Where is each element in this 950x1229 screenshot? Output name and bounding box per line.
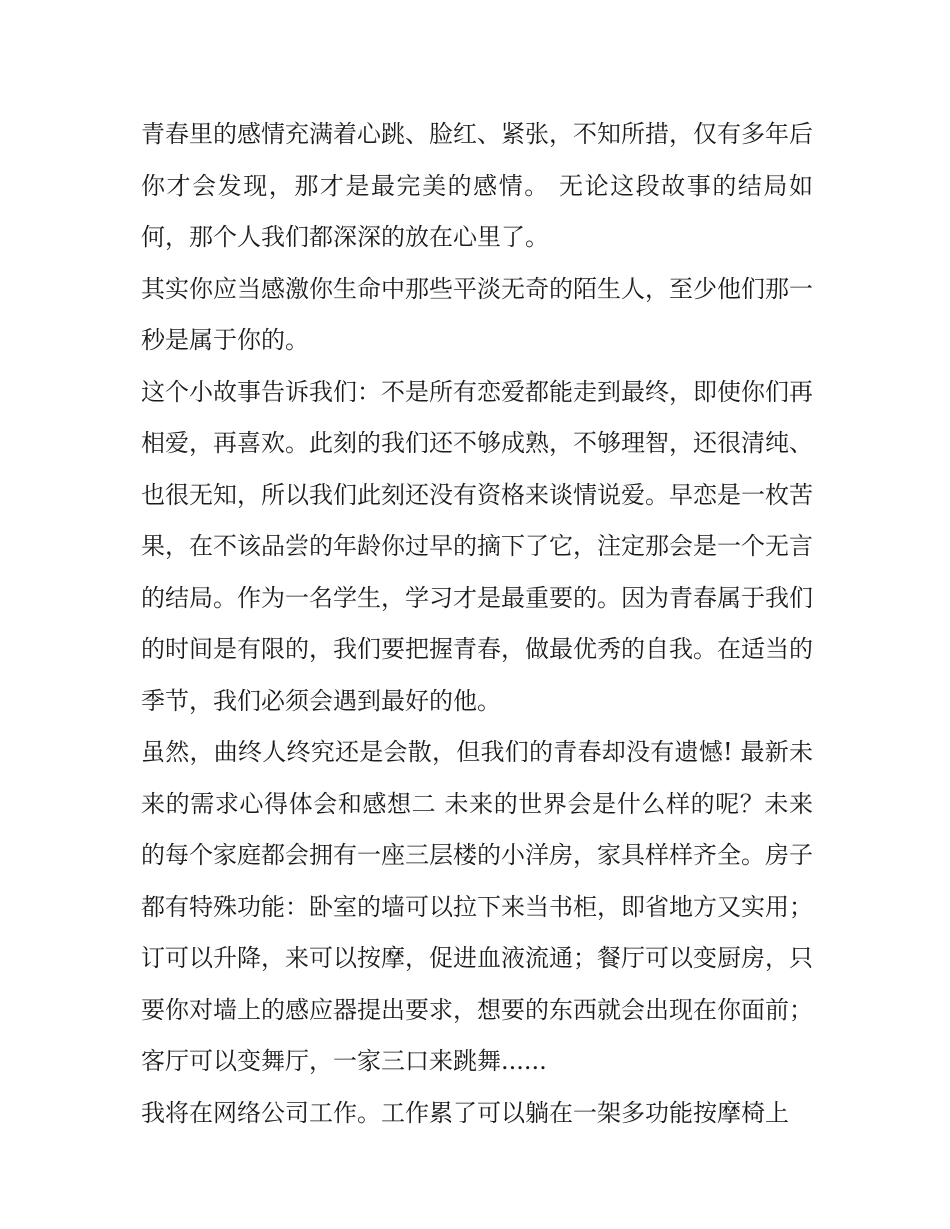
paragraph: 虽然，曲终人终究还是会散，但我们的青春却没有遗憾! 最新未来的需求心得体会和感想二 未来的世界会是什么样的呢？未来的每个家庭都会拥有一座三层楼的小洋房，家具样样齐全。房子都有特殊功能：卧室的墙可以拉下来当书柜，即省地方又实用；订可以升降，来可以按摩，促进血液流通；餐厅可以变厨房，只要你对墙上的感应器提出要求，想要的东西就会出现在你面前；客厅可以变舞厅，一家三口来跳舞...... — [141, 738, 813, 1075]
paragraph: 我将在网络公司工作。工作累了可以躺在一架多功能按摩椅上 — [141, 1098, 789, 1127]
paragraph: 这个小故事告诉我们：不是所有恋爱都能走到最终，即使你们再相爱，再喜欢。此刻的我们还不够成熟，不够理智，还很清纯、也很无知，所以我们此刻还没有资格来谈情说爱。早恋是一枚苦果，在不该品尝的年龄你过早的摘下了它，注定那会是一个无言的结局。作为一名学生，学习才是最重要的。因为青春属于我们的时间是有限的，我们要把握青春，做最优秀的自我。在适当的季节，我们必须会遇到最好的他。 — [141, 377, 813, 715]
document-body — [141, 109, 813, 1139]
paragraph: 其实你应当感激你生命中那些平淡无奇的陌生人，至少他们那一秒是属于你的。 — [141, 274, 813, 354]
paragraph: 青春里的感情充满着心跳、脸红、紧张，不知所措，仅有多年后你才会发现，那才是最完美的感情。 无论这段故事的结局如何，那个人我们都深深的放在心里了。 — [141, 120, 813, 251]
